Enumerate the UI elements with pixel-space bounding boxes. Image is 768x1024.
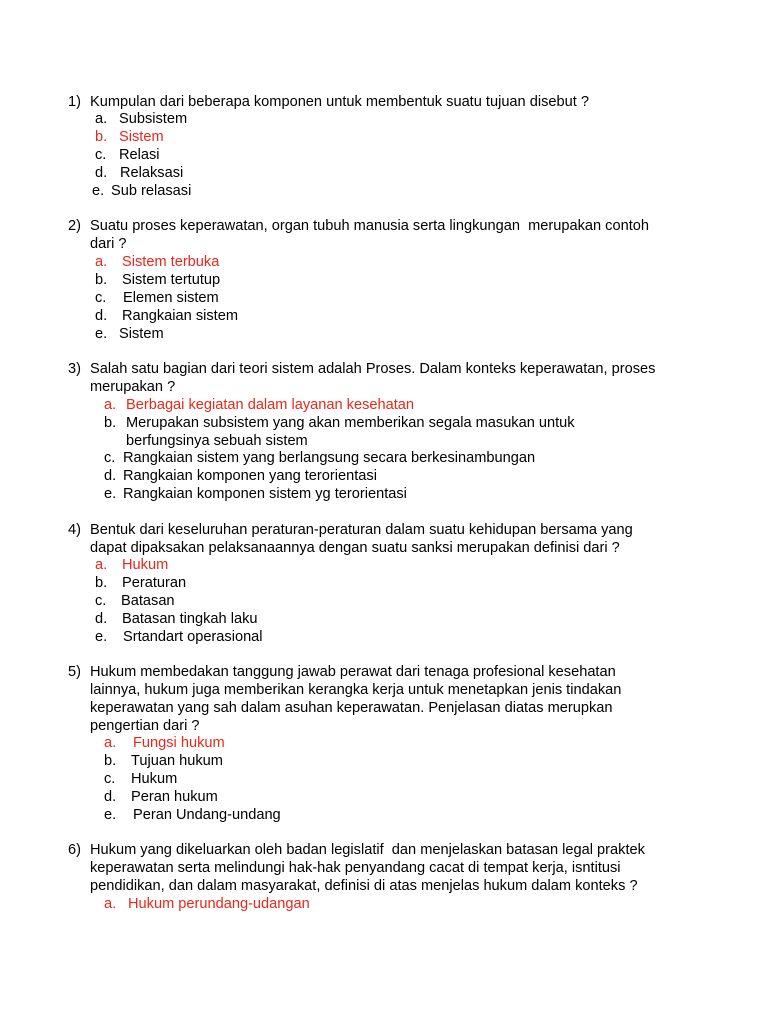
question-number: 4) <box>68 522 81 538</box>
option-label: b. <box>104 415 117 431</box>
question-number: 6) <box>68 842 81 858</box>
option-label: e. <box>95 629 108 645</box>
correct-option-text: Sistem terbuka <box>122 254 220 270</box>
question-text: Bentuk dari keseluruhan peraturan-peraturan dalam suatu kehidupan bersama yang <box>90 522 633 538</box>
option-label: d. <box>95 308 108 324</box>
option-label: b. <box>104 753 117 769</box>
question-text: keperawatan yang sah dalam asuhan keperawatan. Penjelasan diatas merupkan <box>90 700 613 716</box>
option-text: Sistem tertutup <box>122 272 221 288</box>
correct-option-text: Hukum <box>122 557 169 573</box>
option-label: b. <box>95 575 108 591</box>
question-text: merupakan ? <box>90 379 176 395</box>
option-label: e. <box>92 183 105 199</box>
option-text: Srtandart operasional <box>123 629 263 645</box>
option-text: Elemen sistem <box>123 290 219 306</box>
question-text: dapat dipaksakan pelaksanaannya dengan suatu sanksi merupakan definisi dari ? <box>90 540 620 556</box>
option-label: c. <box>95 593 107 609</box>
correct-option-text: Sistem <box>119 129 164 145</box>
option-label: b. <box>95 272 108 288</box>
question-text: pendidikan, dan dalam masyarakat, definisi di atas menjelas hukum dalam konteks ? <box>90 878 638 894</box>
option-label: e. <box>104 486 117 502</box>
correct-option-label: a. <box>104 896 117 912</box>
correct-option-label: b. <box>95 129 108 145</box>
option-text: Rangkaian komponen yang terorientasi <box>123 468 377 484</box>
question-text: dari ? <box>90 236 127 252</box>
question-text: Hukum yang dikeluarkan oleh badan legislatif dan menjelaskan batasan legal praktek <box>90 842 645 858</box>
question-text: Kumpulan dari beberapa komponen untuk membentuk suatu tujuan disebut ? <box>90 94 589 110</box>
option-label: c. <box>95 290 107 306</box>
correct-option-label: a. <box>95 254 108 270</box>
question-text: keperawatan serta melindungi hak-hak penyandang cacat di tempat kerja, isntitusi <box>90 860 621 876</box>
option-label: d. <box>95 611 108 627</box>
correct-option-label: a. <box>104 735 117 751</box>
question-text: Hukum membedakan tanggung jawab perawat dari tenaga profesional kesehatan <box>90 664 616 680</box>
question-text: lainnya, hukum juga memberikan kerangka kerja untuk menetapkan jenis tindakan <box>90 682 622 698</box>
option-label: c. <box>104 450 116 466</box>
option-text: Relasi <box>119 147 160 163</box>
question-text: Suatu proses keperawatan, organ tubuh manusia serta lingkungan merupakan contoh <box>90 218 649 234</box>
option-text: Batasan <box>121 593 175 609</box>
option-text: Rangkaian sistem yang berlangsung secara berkesinambungan <box>123 450 536 466</box>
option-text: Sistem <box>119 326 164 342</box>
option-text-continued: berfungsinya sebuah sistem <box>126 433 308 449</box>
option-label: a. <box>95 111 108 127</box>
question-text: pengertian dari ? <box>90 718 200 734</box>
option-text: Relaksasi <box>120 165 184 181</box>
option-text: Batasan tingkah laku <box>122 611 258 627</box>
option-text: Peran Undang-undang <box>133 807 281 823</box>
option-label: d. <box>104 468 117 484</box>
option-label: d. <box>104 789 117 805</box>
option-label: c. <box>95 147 107 163</box>
question-number: 1) <box>68 94 81 110</box>
option-label: d. <box>95 165 108 181</box>
option-text: Peraturan <box>122 575 187 591</box>
question-number: 3) <box>68 361 81 377</box>
question-number: 5) <box>68 664 81 680</box>
correct-option-text: Hukum perundang-udangan <box>128 896 310 912</box>
option-text: Subsistem <box>119 111 188 127</box>
correct-option-text: Berbagai kegiatan dalam layanan kesehatan <box>126 397 415 413</box>
option-text: Sub relasasi <box>111 183 192 199</box>
option-text: Merupakan subsistem yang akan memberikan segala masukan untuk <box>126 415 575 431</box>
correct-option-text: Fungsi hukum <box>133 735 225 751</box>
option-text: Hukum <box>131 771 178 787</box>
option-label: e. <box>104 807 117 823</box>
option-label: c. <box>104 771 116 787</box>
correct-option-label: a. <box>95 557 108 573</box>
option-text: Rangkaian sistem <box>122 308 238 324</box>
option-text: Peran hukum <box>131 789 218 805</box>
option-label: e. <box>95 326 108 342</box>
question-number: 2) <box>68 218 81 234</box>
option-text: Tujuan hukum <box>131 753 223 769</box>
question-text: Salah satu bagian dari teori sistem adalah Proses. Dalam konteks keperawatan, proses <box>90 361 656 377</box>
option-text: Rangkaian komponen sistem yg terorientasi <box>123 486 407 502</box>
correct-option-label: a. <box>104 397 117 413</box>
